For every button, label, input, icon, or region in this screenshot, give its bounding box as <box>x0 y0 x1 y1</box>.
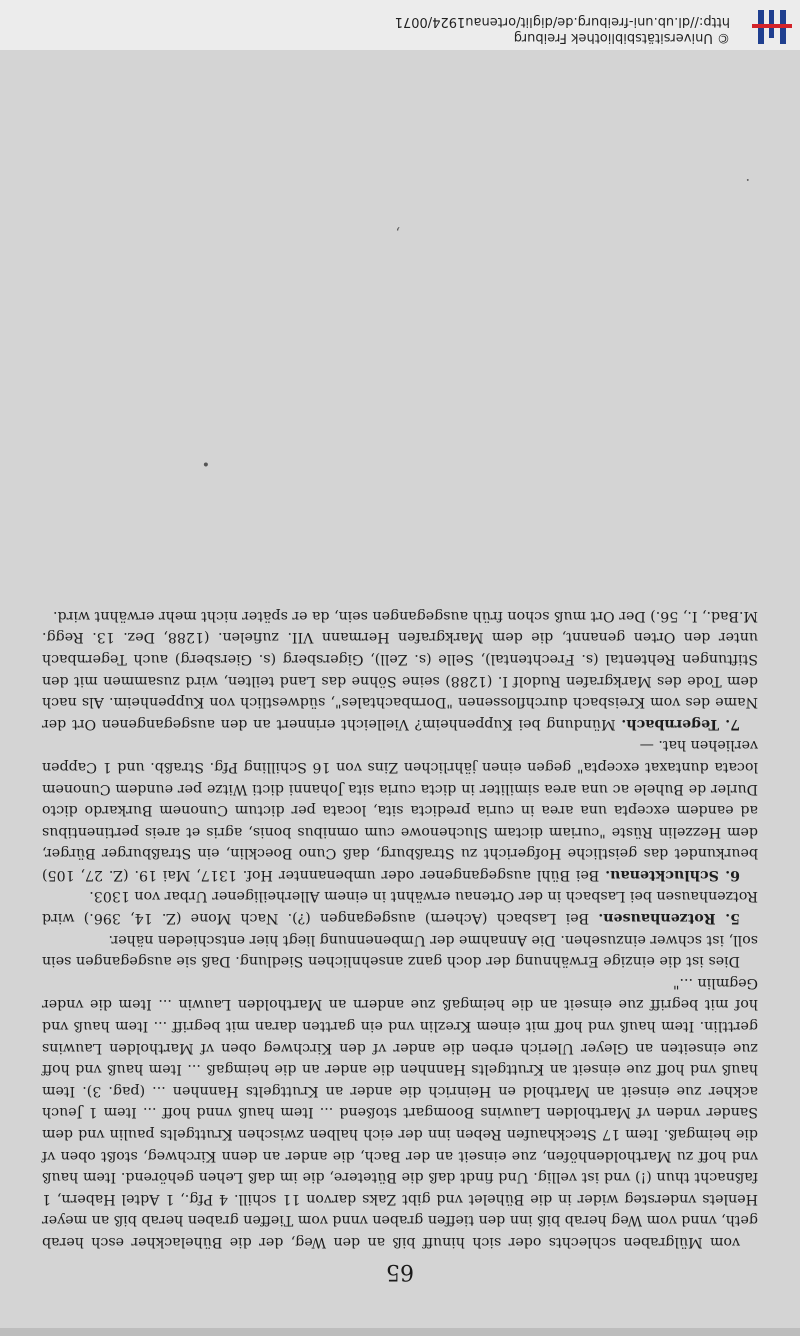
paragraph-5 <box>42 604 758 734</box>
paragraph-1: vom Mülgraben schlechts oder sich hinuff biß an den Weg, der die Bühelackher esch herab geth, vnnd vom Weg herab biß inn den tieffen graben vnnd vom Tieffen graben herab biß an meyer Henlets vndersteg wider in die Bühelet vnd gibt Zaks darvon 11 schill. 4 Pfg., 1 Adtel Habern, 1 faßnacht thun (!) vnd ist vellig. Und findt daß die Bütetere, die im daß Lehen gehörend. Item hauß vnd hoff zu Martholdenhöfen, zue einseit an der Bach, die ander an denn Kirchweg, stoßt oben vf die heimgaß. Item 17 Steckhaufen Reben inn der eich halben zwischen Kruttgelts paulin vnd dem Sander vnden vf Martholden Lauwins Boomgart stoßend ... Item hauß vnnd hoff ... Item 1 Jeuch ackher zue einseit an Marthold en Heinrich die ander an Kruttgelts Hannhen ... (pag. 3). Item hauß vnd hoff zue einseit an Kruttgelts Hannhen die ander an die heimgaß ... Item hauß vnd hoff zue einseiten an Gleyer Ulerich erben die ander vf den Kirchweg oben vf Martholden Lauwins gerttlin. Item hauß vnd hoff mit einem Krezlin vnd ein gartten daran mit begriff ... Item hauß vnd hof mit begriff zue einseit an die heimgaß zue andern an Martholden Lauwin ... Item die vnder Gegmlin ..." <box>42 974 758 1250</box>
paragraph-2: Dies ist die einzige Erwähnung der doch ganz ansehnlichen Siedlung. Daß sie ausgegangen sein soll, ist schwer einzusehen. Die Annahme der Umbenennung liegt hier entschieden näher. <box>42 931 758 970</box>
scan-speck: . <box>745 175 750 191</box>
page-number: 65 <box>386 1259 414 1284</box>
entry-text: Bei Bühl ausgegangener oder umbenannter Hof. 1317, Mai 19. (Z. 27, 105) beurkundet das geistliche Hofgericht zu Straßburg, daß Cuno Boecklin, ein Straßburger Bürger, dem Hezzelin Rüste "curiam dictam Sluchenowe cum omnibus bonis, agris et areis pertinentibus ad eandem excepta una area in curia predicta sita, locata per dictum Cunonem Burkardo dicto Durler de Buhele ac una area similiter in dicta curia sita Johanni dicti Witze per eundem Cunonem locata duntaxat excepta" gegen einen jährlichen Zins von 16 Schilling Pfg. Straßb. und 1 Cappen verliehen hat. — <box>42 737 758 883</box>
ub-freiburg-logo-icon <box>750 4 794 48</box>
entry-text: Bei Lasbach (Achern) ausgegangen (?). Nach Mone (Z. 14, 396.) wird Rotzenhausen bei Lasbach in der Ortenau erwähnt in einem Allerheiligener Urbar von 1303. <box>42 888 758 927</box>
entry-heading: 7. Tegernbach. <box>621 715 740 732</box>
copyright-credit: © Universitätsbibliothek Freiburg <box>513 30 730 45</box>
scan-speck: , <box>395 225 400 241</box>
paragraph-3 <box>42 885 758 928</box>
entry-heading: 6. Schlucktenau. <box>605 866 740 883</box>
page-body <box>42 604 758 1252</box>
entry-text: Mündung bei Kuppenheim? Vielleicht erinnert an den ausgegangenen Ort der Name des vom Kreisbach durchflossenen "Dornbachtales", südwestlich von Kuppenheim. Als nach dem Tode des Markgrafen Rudolf I. (1288) seine Söhne das Land teilten, wird zusammen mit den Stiftungen Rehtental (s. Frechtental), Selle (s. Zell), Gigersberg (s. Giersberg) auch Tegernbach unter den Orten genannt, die dem Markgrafen Hermann VII. zufielen. (1288, Dez. 13. Regg. M.Bad., I., 56.) Der Ort muß schon früh ausgegangen sein, da er später nicht mehr erwähnt wird. <box>42 607 758 732</box>
source-url-link[interactable]: http://dl.ub.uni-freiburg.de/diglit/ortenau1924/0071 <box>394 14 730 29</box>
entry-heading: 5. Rotzenhausen. <box>598 910 740 927</box>
scan-speck: • <box>201 455 210 471</box>
paragraph-4 <box>42 734 758 885</box>
